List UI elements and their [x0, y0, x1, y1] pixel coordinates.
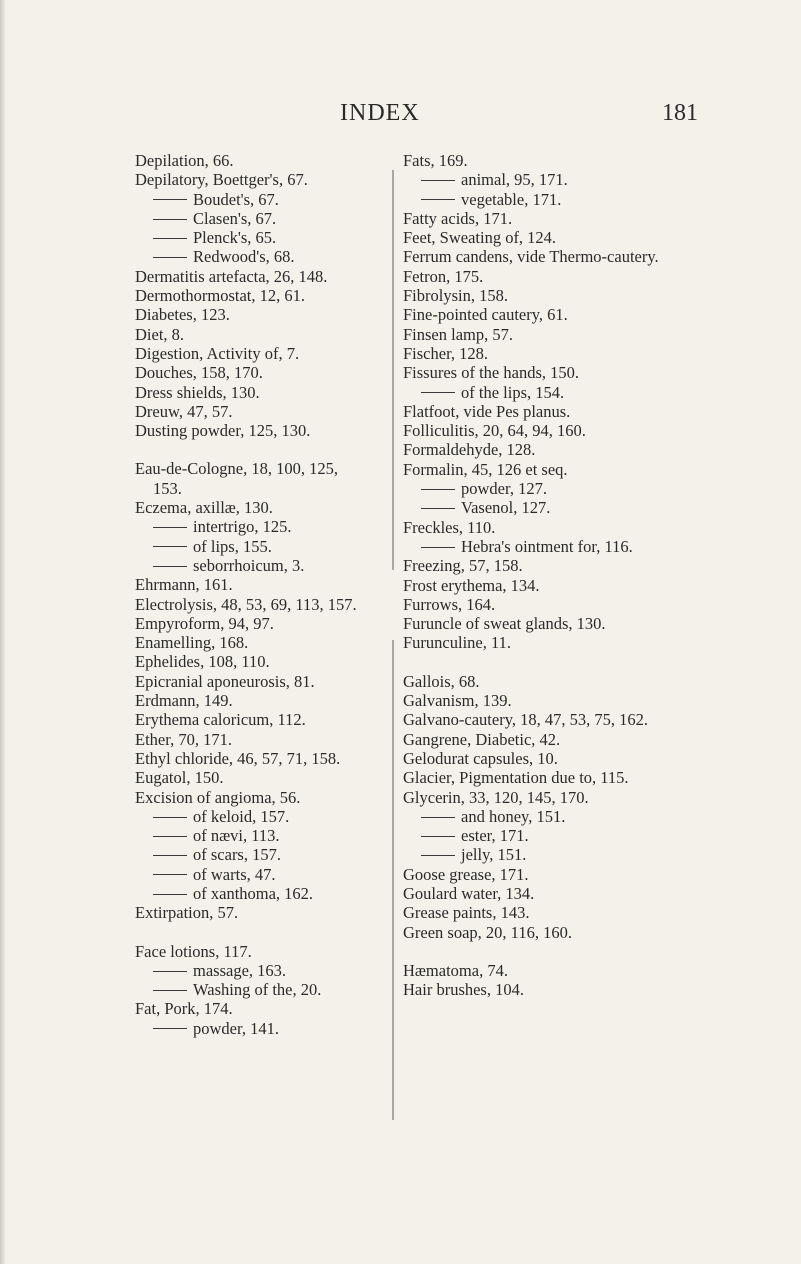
index-entry [135, 614, 370, 633]
index-group-d [135, 151, 370, 440]
index-entry-text: Boudet's, 67. [193, 189, 279, 209]
index-entry-text: ester, 171. [461, 826, 529, 846]
index-subentry [403, 807, 668, 826]
index-entry-text: Furrows, 164. [403, 594, 496, 614]
index-entry [135, 691, 370, 710]
index-entry [403, 768, 668, 787]
index-entry-text: Formaldehyde, 128. [403, 440, 536, 460]
index-entry-text: Goose grease, 171. [403, 864, 529, 884]
index-entry-text: Freckles, 110. [403, 517, 496, 537]
index-entry-text: Face lotions, 117. [135, 941, 252, 961]
page-edge-shadow [0, 0, 6, 1264]
index-entry [135, 267, 370, 286]
index-subentry [135, 884, 370, 903]
index-entry [135, 788, 370, 807]
index-entry [403, 440, 668, 459]
index-entry-text: Extirpation, 57. [135, 903, 239, 923]
ditto-dash [421, 489, 455, 490]
ditto-dash [153, 874, 187, 875]
index-group-f-cont [403, 151, 668, 653]
index-entry-text: Dusting powder, 125, 130. [135, 421, 311, 441]
index-entry-text: and honey, 151. [461, 806, 566, 826]
index-entry [135, 402, 370, 421]
index-entry-text: Fats, 169. [403, 151, 468, 170]
index-entry [403, 518, 668, 537]
index-entry-text: Vasenol, 127. [461, 498, 551, 518]
index-entry-text: Gallois, 68. [403, 671, 480, 691]
index-entry-text: Redwood's, 68. [193, 247, 295, 267]
index-entry-text: seborrhoicum, 3. [193, 555, 305, 575]
index-entry-text: Eczema, axillæ, 130. [135, 498, 273, 518]
index-entry [135, 749, 370, 768]
index-entry-text: powder, 141. [193, 1018, 279, 1038]
index-entry-text: Ethyl chloride, 46, 57, 71, 158. [135, 748, 341, 768]
index-subentry [135, 537, 370, 556]
ditto-dash [421, 180, 455, 181]
index-entry-text: Ephelides, 108, 110. [135, 652, 270, 672]
ditto-dash [421, 817, 455, 818]
index-entry-text: Formalin, 45, 126 et seq. [403, 459, 568, 479]
index-entry [135, 942, 370, 961]
index-entry-text: animal, 95, 171. [461, 170, 568, 190]
index-entry-text: Green soap, 20, 116, 160. [403, 922, 572, 942]
index-entry [403, 151, 668, 170]
index-entry-text: Dermothormostat, 12, 61. [135, 286, 306, 306]
ditto-dash [421, 855, 455, 856]
index-entry-text: Excision of angioma, 56. [135, 787, 301, 807]
index-entry-text: Galvano-cautery, 18, 47, 53, 75, 162. [403, 710, 648, 730]
index-entry-text: Fat, Pork, 174. [135, 999, 233, 1019]
index-entry [135, 595, 370, 614]
index-entry [403, 903, 668, 922]
column-rule-upper [392, 170, 394, 570]
index-entry [135, 652, 370, 671]
index-entry-text: Hair brushes, 104. [403, 980, 524, 1000]
index-group-h [403, 961, 668, 1000]
index-subentry [135, 228, 370, 247]
ditto-dash [153, 257, 187, 258]
index-entry-text: Depilatory, Boettger's, 67. [135, 170, 308, 190]
index-entry-text: Furuncle of sweat glands, 130. [403, 614, 606, 634]
ditto-dash [421, 547, 455, 548]
index-subentry [135, 247, 370, 266]
index-group-g [403, 672, 668, 942]
index-entry-text: Empyroform, 94, 97. [135, 613, 274, 633]
ditto-dash [153, 546, 187, 547]
index-subentry [135, 517, 370, 536]
index-subentry [403, 845, 668, 864]
index-entry-text: of nævi, 113. [193, 826, 280, 846]
index-entry-text: Goulard water, 134. [403, 883, 535, 903]
index-entry-text: Fissures of the hands, 150. [403, 363, 579, 383]
index-entry-text: Dress shields, 130. [135, 382, 260, 402]
index-entry-text: powder, 127. [461, 479, 547, 499]
index-entry [403, 576, 668, 595]
index-entry-text: Diabetes, 123. [135, 305, 230, 325]
index-entry-text: Dermatitis artefacta, 26, 148. [135, 266, 328, 286]
index-entry-text: Hebra's ointment for, 116. [461, 536, 633, 556]
index-entry [403, 402, 668, 421]
index-entry [135, 730, 370, 749]
index-entry [403, 209, 668, 228]
index-entry-text: Erythema caloricum, 112. [135, 710, 306, 730]
index-entry [403, 710, 668, 729]
ditto-dash [153, 855, 187, 856]
index-entry-text: Depilation, 66. [135, 151, 234, 170]
index-entry-text: Eau-de-Cologne, 18, 100, 125, 153. [135, 459, 339, 498]
index-entry [135, 459, 370, 498]
index-entry [403, 247, 668, 266]
index-subentry [403, 190, 668, 209]
index-subentry [135, 980, 370, 999]
index-entry [403, 614, 668, 633]
index-entry-text: Glacier, Pigmentation due to, 115. [403, 768, 629, 788]
ditto-dash [153, 566, 187, 567]
index-entry [403, 344, 668, 363]
ditto-dash [421, 508, 455, 509]
index-entry [403, 672, 668, 691]
index-entry-text: Fine-pointed cautery, 61. [403, 305, 568, 325]
ditto-dash [153, 1028, 187, 1029]
index-entry [403, 730, 668, 749]
index-entry [135, 421, 370, 440]
index-entry [135, 170, 370, 189]
index-entry-text: Eugatol, 150. [135, 768, 224, 788]
index-entry-text: Clasen's, 67. [193, 208, 277, 228]
index-entry [403, 595, 668, 614]
index-subentry [135, 190, 370, 209]
index-entry-text: Frost erythema, 134. [403, 575, 540, 595]
ditto-dash [421, 392, 455, 393]
index-entry-text: vegetable, 171. [461, 189, 562, 209]
index-entry-text: Gelodurat capsules, 10. [403, 748, 558, 768]
index-entry-text: Flatfoot, vide Pes planus. [403, 401, 571, 421]
index-entry [135, 710, 370, 729]
index-entry-text: Epicranial aponeurosis, 81. [135, 671, 315, 691]
index-entry [403, 961, 668, 980]
index-entry [135, 575, 370, 594]
index-entry-text: Freezing, 57, 158. [403, 556, 523, 576]
index-entry [403, 865, 668, 884]
index-entry [135, 305, 370, 324]
index-entry-text: of warts, 47. [193, 864, 276, 884]
index-entry-text: Ether, 70, 171. [135, 729, 232, 749]
index-entry [403, 980, 668, 999]
index-entry-text: Ehrmann, 161. [135, 575, 233, 595]
index-entry-text: Galvanism, 139. [403, 691, 512, 711]
index-entry [135, 325, 370, 344]
index-entry [135, 999, 370, 1018]
index-entry-text: Fischer, 128. [403, 343, 489, 363]
index-entry-text: Digestion, Activity of, 7. [135, 343, 300, 363]
ditto-dash [421, 836, 455, 837]
index-entry-text: Finsen lamp, 57. [403, 324, 513, 344]
index-entry [135, 286, 370, 305]
index-entry [403, 325, 668, 344]
ditto-dash [153, 219, 187, 220]
index-entry [135, 672, 370, 691]
index-group-e [135, 459, 370, 922]
index-subentry [135, 1019, 370, 1038]
ditto-dash [421, 199, 455, 200]
index-subentry [135, 961, 370, 980]
index-entry-text: of lips, 155. [193, 536, 272, 556]
index-entry [135, 768, 370, 787]
index-entry-text: Fibrolysin, 158. [403, 286, 508, 306]
index-subentry [135, 826, 370, 845]
index-entry [135, 498, 370, 517]
index-entry [135, 363, 370, 382]
index-entry [403, 228, 668, 247]
index-entry-text: Glycerin, 33, 120, 145, 170. [403, 787, 589, 807]
index-entry-text: Folliculitis, 20, 64, 94, 160. [403, 421, 586, 441]
index-entry [403, 556, 668, 575]
page-header [0, 100, 801, 140]
index-subentry [135, 845, 370, 864]
index-subentry [135, 209, 370, 228]
index-entry-text: Grease paints, 143. [403, 903, 530, 923]
index-entry [403, 633, 668, 652]
index-entry-text: Gangrene, Diabetic, 42. [403, 729, 561, 749]
ditto-dash [153, 817, 187, 818]
index-entry-text: of scars, 157. [193, 845, 281, 865]
index-entry-text: Plenck's, 65. [193, 228, 277, 248]
index-entry-text: Ferrum candens, vide Thermo-cautery. [403, 247, 659, 267]
page-number: 181 [662, 100, 698, 126]
index-entry-text: jelly, 151. [461, 845, 527, 865]
index-subentry [403, 383, 668, 402]
ditto-dash [153, 971, 187, 972]
index-subentry [135, 807, 370, 826]
index-entry-text: of the lips, 154. [461, 382, 565, 402]
index-entry [403, 363, 668, 382]
index-entry-text: Furunculine, 11. [403, 633, 511, 653]
index-entry-text: Washing of the, 20. [193, 980, 322, 1000]
index-column-right [403, 151, 668, 999]
ditto-dash [153, 894, 187, 895]
index-entry [403, 460, 668, 479]
index-entry [403, 749, 668, 768]
ditto-dash [153, 238, 187, 239]
index-entry-text: Enamelling, 168. [135, 633, 249, 653]
index-entry [403, 923, 668, 942]
index-entry [403, 884, 668, 903]
ditto-dash [153, 990, 187, 991]
index-entry-text: Douches, 158, 170. [135, 363, 263, 383]
index-column-left [135, 151, 370, 1038]
index-entry [403, 305, 668, 324]
index-entry [403, 691, 668, 710]
index-entry-text: of xanthoma, 162. [193, 883, 314, 903]
index-entry-text: Erdmann, 149. [135, 691, 233, 711]
index-subentry [403, 826, 668, 845]
index-entry-text: Fatty acids, 171. [403, 208, 513, 228]
index-subentry [135, 556, 370, 575]
index-entry [403, 788, 668, 807]
index-entry-text: Dreuw, 47, 57. [135, 401, 233, 421]
index-entry [135, 383, 370, 402]
index-subentry [403, 170, 668, 189]
ditto-dash [153, 527, 187, 528]
index-entry-text: Electrolysis, 48, 53, 69, 113, 157. [135, 594, 357, 614]
index-subentry [403, 479, 668, 498]
index-entry [403, 286, 668, 305]
index-group-f [135, 942, 370, 1038]
index-entry-text: Fetron, 175. [403, 266, 484, 286]
index-subentry [403, 498, 668, 517]
index-entry [135, 903, 370, 922]
index-entry-text: Hæmatoma, 74. [403, 960, 508, 980]
ditto-dash [153, 836, 187, 837]
ditto-dash [153, 199, 187, 200]
index-entry-text: massage, 163. [193, 960, 287, 980]
index-subentry [135, 865, 370, 884]
index-entry-text: Feet, Sweating of, 124. [403, 228, 557, 248]
index-entry [403, 267, 668, 286]
index-entry [135, 344, 370, 363]
index-entry [403, 421, 668, 440]
index-entry-text: Diet, 8. [135, 324, 185, 344]
index-entry-text: intertrigo, 125. [193, 517, 292, 537]
index-entry [135, 633, 370, 652]
index-subentry [403, 537, 668, 556]
index-entry-text: of keloid, 157. [193, 806, 290, 826]
column-rule-lower [392, 640, 394, 1120]
index-entry [135, 151, 370, 170]
page-title: INDEX [340, 100, 420, 126]
